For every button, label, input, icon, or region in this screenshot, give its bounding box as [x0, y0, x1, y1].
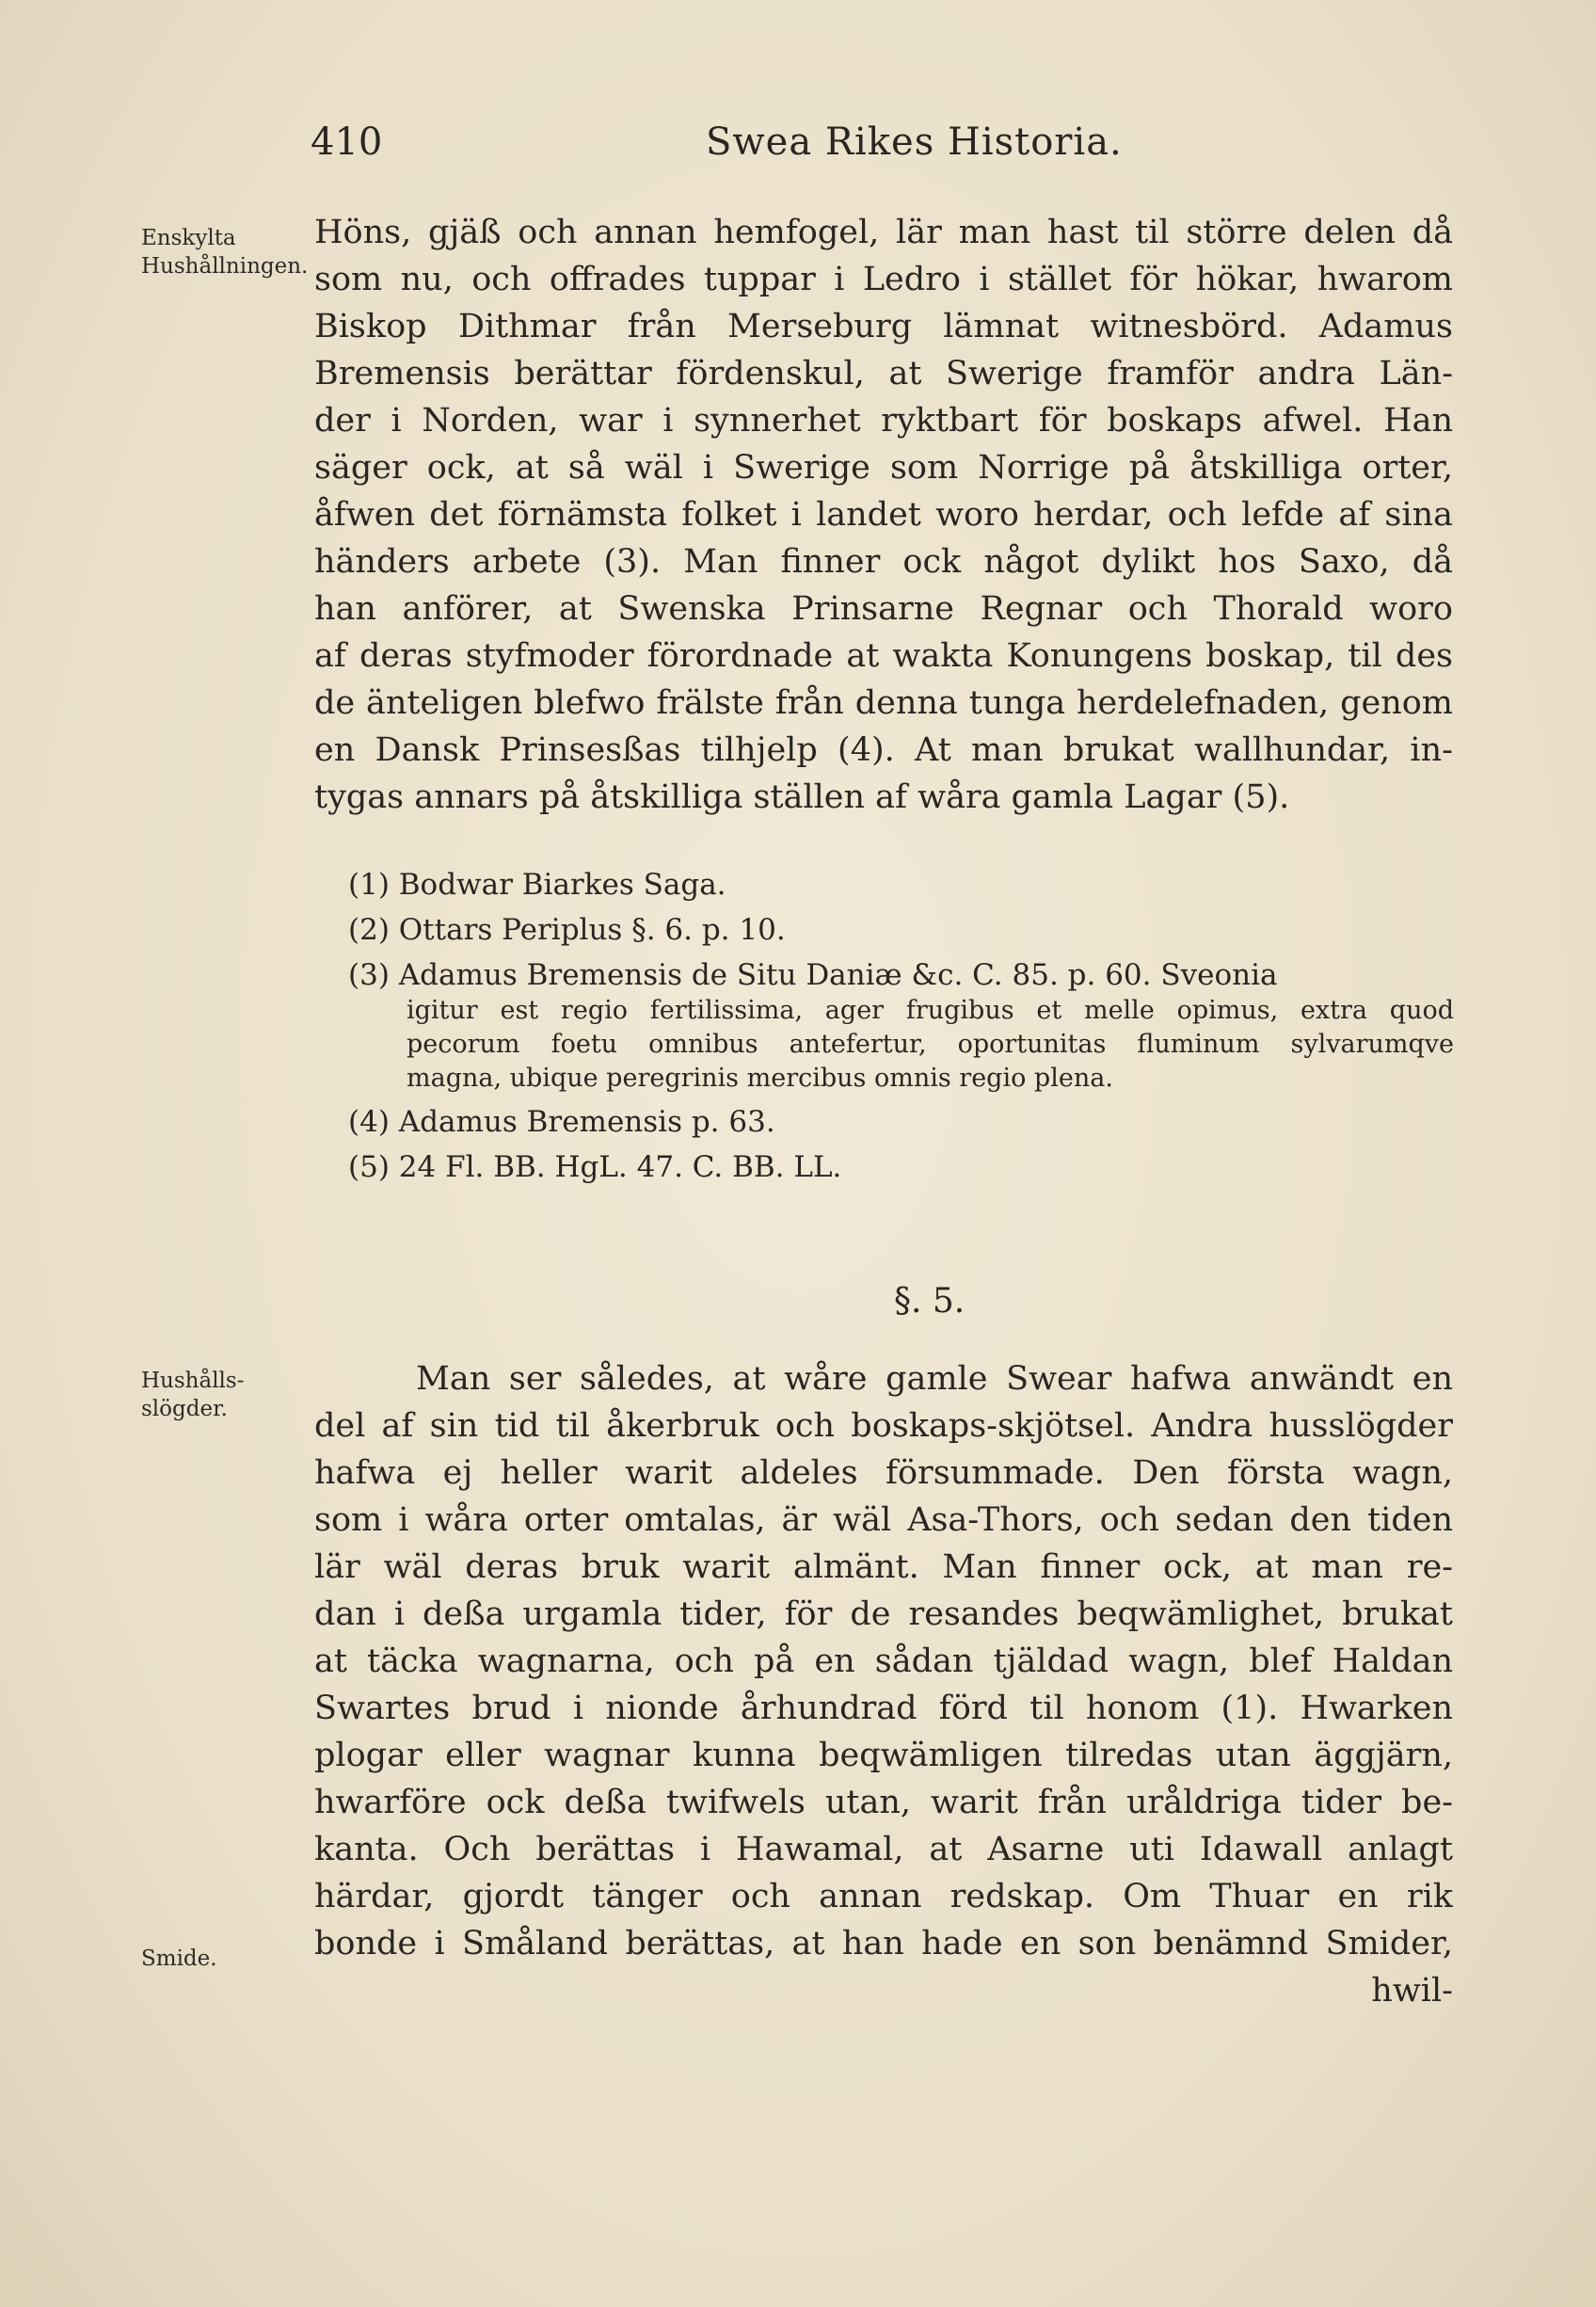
footnote-4: (4) Adamus Bremensis p. 63. [348, 1105, 775, 1139]
text-line: dan i deßa urgamla tider, för de resandes beqwämlighet, brukat [314, 1595, 1453, 1633]
text-line: plogar eller wagnar kunna beqwämligen tilredas utan äggjärn, [314, 1737, 1453, 1774]
text-line: tygas annars på åtskilliga ställen af wåra gamla Lagar (5). [314, 778, 1290, 816]
running-head: Swea Rikes Historia. [706, 120, 1123, 164]
footnote-5: (5) 24 Fl. BB. HgL. 47. C. BB. LL. [348, 1150, 842, 1184]
section-mark: §. 5. [894, 1282, 966, 1321]
margin-note-enskylta: Enskylta Hushållningen. [141, 226, 309, 279]
page-header [311, 120, 1449, 177]
footnotes [348, 866, 1454, 1194]
footnote-3: (3) Adamus Bremensis de Situ Daniæ &c. C. 85. p. 60. Sveonia [348, 958, 1278, 992]
catchword: hwil- [1371, 1972, 1453, 2010]
text-line: der i Norden, war i synnerhet ryktbart för boskaps afwel. Han [314, 402, 1453, 440]
text-line: som nu, och offrades tuppar i Ledro i stället för hökar, hwarom [314, 261, 1453, 298]
text-line: af deras styfmoder förordnade at wakta Konungens boskap, til des [314, 637, 1453, 675]
text-line: Bremensis berättar fördenskul, at Swerige framför andra Län- [314, 355, 1453, 393]
text-line: som i wåra orter omtalas, är wäl Asa-Thors, och sedan den tiden [314, 1501, 1453, 1539]
section-1-text [314, 209, 1453, 821]
text-line: bonde i Småland berättas, at han hade en son benämnd Smider, [314, 1925, 1453, 1963]
text-line: lär wäl deras bruk warit almänt. Man finner ock, at man re- [314, 1548, 1453, 1586]
text-line: de änteligen blefwo frälste från denna tunga herdelefnaden, genom [314, 684, 1453, 722]
text-line: härdar, gjordt tänger och annan redskap. Om Thuar en rik [314, 1878, 1453, 1915]
text-line: Höns, gjäß och annan hemfogel, lär man hast til större delen då [314, 214, 1453, 251]
footnote-line: pecorum foetu omnibus antefertur, oportunitas fluminum sylvarumqve [407, 1030, 1454, 1059]
footnote-line: magna, ubique peregrinis mercibus omnis regio plena. [407, 1064, 1113, 1093]
footnote-line: igitur est regio fertilissima, ager frugibus et melle opimus, extra quod [407, 996, 1454, 1025]
footnote-3-continuation [348, 994, 1454, 1096]
text-line: en Dansk Prinsesßas tilhjelp (4). At man brukat wallhundar, in- [314, 731, 1453, 769]
text-line: kanta. Och berättas i Hawamal, at Asarne uti Idawall anlagt [314, 1831, 1453, 1868]
text-line: säger ock, at så wäl i Swerige som Norrige på åtskilliga orter, [314, 449, 1453, 487]
page-number: 410 [311, 120, 383, 164]
text-line: Biskop Dithmar från Merseburg lämnat witnesbörd. Adamus [314, 308, 1453, 345]
text-line: han anförer, at Swenska Prinsarne Regnar och Thorald woro [314, 590, 1453, 628]
text-line: hafwa ej heller warit aldeles försummade. Den första wagn, [314, 1454, 1453, 1492]
text-line: Man ser således, at wåre gamle Swear hafwa anwändt en [416, 1360, 1453, 1398]
text-line: del af sin tid til åkerbruk och boskaps-skjötsel. Andra husslögder [314, 1407, 1453, 1445]
footnote-2: (2) Ottars Periplus §. 6. p. 10. [348, 913, 786, 947]
margin-note-husslogder: Hushålls-slögder. [141, 1369, 245, 1421]
footnote-1: (1) Bodwar Biarkes Saga. [348, 868, 726, 902]
text-line: händers arbete (3). Man finner ock något dylikt hos Saxo, då [314, 543, 1453, 581]
text-line: hwarföre ock deßa twifwels utan, warit från uråldriga tider be- [314, 1784, 1453, 1821]
text-line: Swartes brud i nionde århundrad förd til honom (1). Hwarken [314, 1690, 1453, 1727]
text-line: at täcka wagnarna, och på en sådan tjäldad wagn, blef Haldan [314, 1642, 1453, 1680]
text-line: åfwen det förnämsta folket i landet woro herdar, och lefde af sina [314, 496, 1453, 534]
margin-note-smide: Smide. [141, 1947, 217, 1971]
section-2-text [314, 1355, 1453, 2014]
